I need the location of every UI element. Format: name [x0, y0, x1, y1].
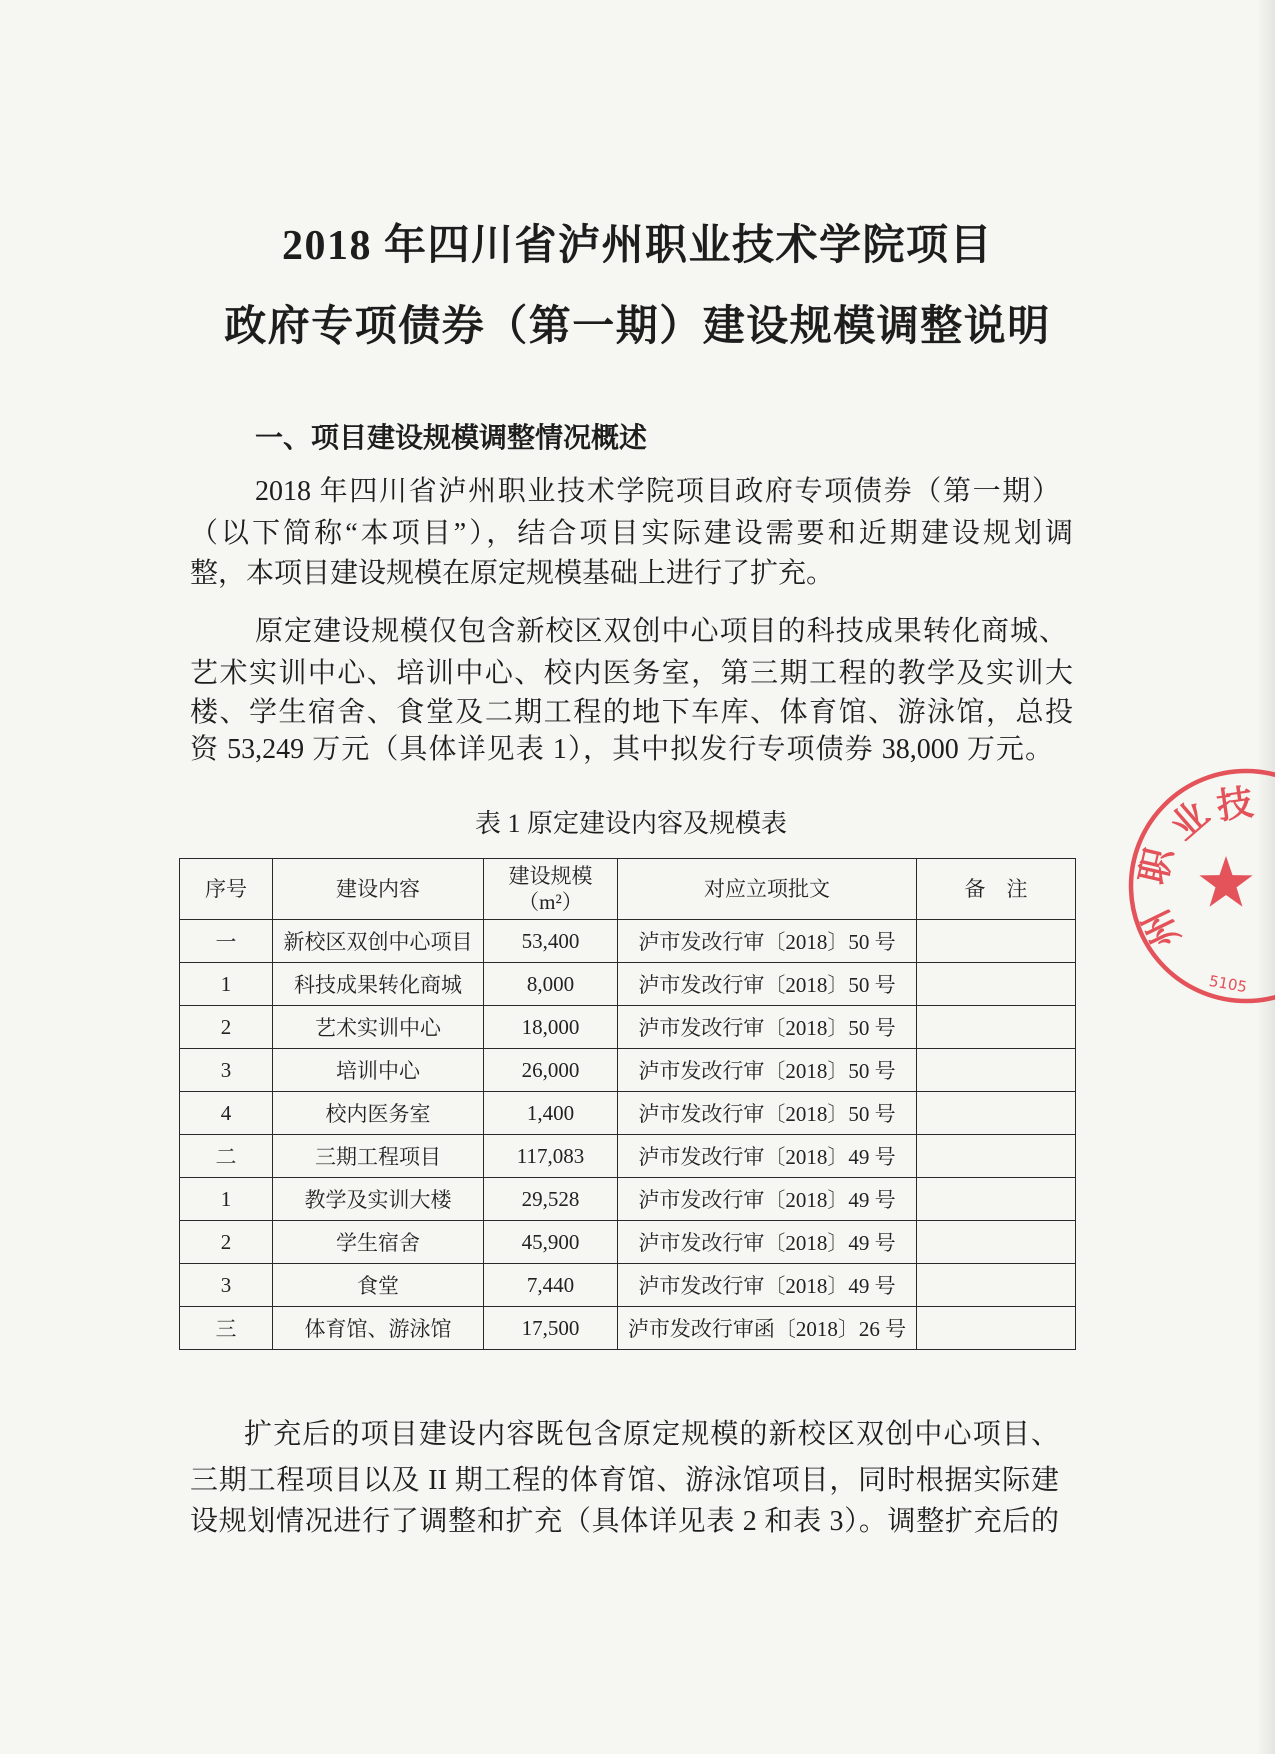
cell-content: 科技成果转化商城: [273, 963, 484, 1006]
cell-approval: 泸市发改行审〔2018〕50 号: [618, 1006, 917, 1049]
seal-code: 5105: [1207, 971, 1249, 997]
header-seq: 序号: [180, 859, 273, 920]
cell-approval: 泸市发改行审〔2018〕49 号: [618, 1135, 917, 1178]
cell-scale: 8,000: [484, 963, 618, 1006]
header-content: 建设内容: [273, 859, 484, 920]
cell-seq: 一: [180, 920, 273, 963]
cell-remarks: [917, 1135, 1076, 1178]
cell-remarks: [917, 1307, 1076, 1350]
cell-seq: 2: [180, 1006, 273, 1049]
cell-content: 食堂: [273, 1264, 484, 1307]
table-row: [180, 1135, 1076, 1178]
paragraph-line: 设规划情况进行了调整和扩充（具体详见表 2 和表 3）。调整扩充后的: [190, 1506, 1059, 1537]
cell-approval: 泸市发改行审〔2018〕50 号: [618, 963, 917, 1006]
header-scale-unit: （m²）: [518, 890, 583, 914]
cell-seq: 三: [180, 1307, 273, 1350]
table-row: [180, 963, 1076, 1006]
seal-star-icon: [1199, 856, 1252, 907]
table-row: [180, 1264, 1076, 1307]
cell-seq: 2: [180, 1221, 273, 1264]
cell-scale: 45,900: [484, 1221, 618, 1264]
paragraph-line: 艺术实训中心、培训中心、校内医务室，第三期工程的教学及实训大: [190, 658, 1073, 689]
seal-char: 州: [1135, 902, 1189, 954]
cell-content: 新校区双创中心项目: [273, 920, 484, 963]
cell-scale: 18,000: [484, 1006, 618, 1049]
cell-content: 体育馆、游泳馆: [273, 1307, 484, 1350]
cell-approval: 泸市发改行审〔2018〕50 号: [618, 920, 917, 963]
paragraph-line: 扩充后的项目建设内容既包含原定规模的新校区双创中心项目、: [244, 1419, 1059, 1450]
cell-seq: 1: [180, 963, 273, 1006]
cell-content: 校内医务室: [273, 1092, 484, 1135]
paragraph-line: 三期工程项目以及 II 期工程的体育馆、游泳馆项目，同时根据实际建: [190, 1465, 1059, 1496]
cell-remarks: [917, 1006, 1076, 1049]
cell-approval: 泸市发改行审〔2018〕50 号: [618, 1092, 917, 1135]
cell-scale: 53,400: [484, 920, 618, 963]
cell-content: 学生宿舍: [273, 1221, 484, 1264]
cell-seq: 二: [180, 1135, 273, 1178]
table-row: [180, 1006, 1076, 1049]
cell-remarks: [917, 1264, 1076, 1307]
cell-approval: 泸市发改行审函〔2018〕26 号: [618, 1307, 917, 1350]
cell-scale: 7,440: [484, 1264, 618, 1307]
cell-seq: 3: [180, 1049, 273, 1092]
table-row: [180, 920, 1076, 963]
table-row: [180, 1307, 1076, 1350]
cell-seq: 4: [180, 1092, 273, 1135]
document-title-line: 政府专项债券（第一期）建设规模调整说明: [224, 304, 1051, 350]
document-title-line: 2018 年四川省泸州职业技术学院项目: [281, 223, 993, 269]
cell-remarks: [917, 1178, 1076, 1221]
seal-char: 业: [1162, 793, 1218, 849]
cell-remarks: [917, 1049, 1076, 1092]
seal-ring: [1131, 771, 1275, 1001]
header-scale-label: 建设规模: [508, 864, 593, 888]
header-scale: [484, 859, 618, 920]
cell-content: 教学及实训大楼: [273, 1178, 484, 1221]
cell-remarks: [917, 920, 1076, 963]
table-row: [180, 1178, 1076, 1221]
cell-scale: 17,500: [484, 1307, 618, 1350]
cell-remarks: [917, 1092, 1076, 1135]
cell-approval: 泸市发改行审〔2018〕49 号: [618, 1221, 917, 1264]
cell-content: 培训中心: [273, 1049, 484, 1092]
header-approval: 对应立项批文: [618, 859, 917, 920]
cell-scale: 26,000: [484, 1049, 618, 1092]
cell-remarks: [917, 963, 1076, 1006]
cell-scale: 1,400: [484, 1092, 618, 1135]
cell-seq: 1: [180, 1178, 273, 1221]
header-remarks: 备 注: [917, 859, 1076, 920]
cell-approval: 泸市发改行审〔2018〕49 号: [618, 1178, 917, 1221]
cell-seq: 3: [180, 1264, 273, 1307]
paragraph-line: 楼、学生宿舍、食堂及二期工程的地下车库、体育馆、游泳馆，总投: [190, 697, 1073, 728]
official-seal: [1090, 740, 1275, 1040]
paragraph-line: 整，本项目建设规模在原定规模基础上进行了扩充。: [190, 558, 835, 589]
table-row: [180, 1221, 1076, 1264]
table-header-row: [180, 859, 1076, 920]
seal-char: 技: [1214, 782, 1256, 828]
cell-scale: 117,083: [484, 1135, 618, 1178]
paragraph-line: 2018 年四川省泸州职业技术学院项目政府专项债券（第一期）: [255, 476, 1060, 507]
table-row: [180, 1092, 1076, 1135]
scale-table: [179, 858, 1076, 1350]
cell-remarks: [917, 1221, 1076, 1264]
paragraph-line: 原定建设规模仅包含新校区双创中心项目的科技成果转化商城、: [255, 616, 1067, 647]
paragraph-line: （以下简称“本项目”），结合项目实际建设需要和近期建设规划调: [190, 518, 1073, 549]
cell-scale: 29,528: [484, 1178, 618, 1221]
cell-content: 三期工程项目: [273, 1135, 484, 1178]
table-caption: 表 1 原定建设内容及规模表: [474, 809, 787, 838]
section-heading: 一、项目建设规模调整情况概述: [255, 423, 648, 454]
seal-char: 职: [1132, 843, 1182, 889]
table-row: [180, 1049, 1076, 1092]
paragraph-line: 资 53,249 万元（具体详见表 1），其中拟发行专项债券 38,000 万元。: [190, 734, 1053, 765]
cell-content: 艺术实训中心: [273, 1006, 484, 1049]
cell-approval: 泸市发改行审〔2018〕50 号: [618, 1049, 917, 1092]
cell-approval: 泸市发改行审〔2018〕49 号: [618, 1264, 917, 1307]
